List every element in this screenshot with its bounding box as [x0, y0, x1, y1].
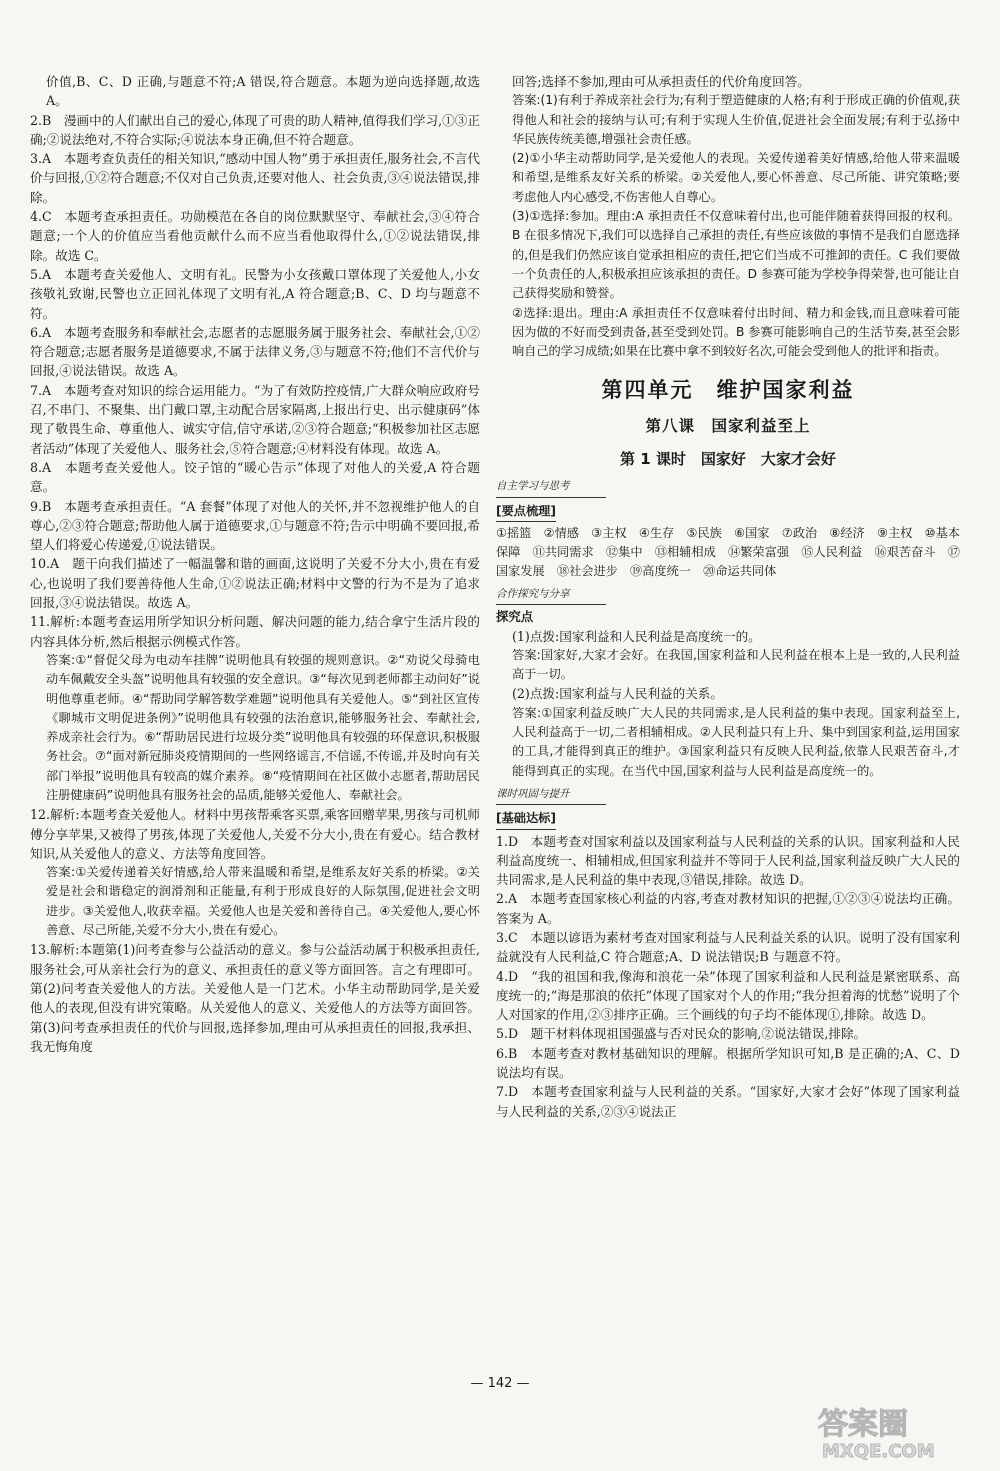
left-paragraph: 4.C 本题考查承担责任。功勋模范在各自的岗位默默坚守、奉献社会,③④符合题意;一个人的价值应当看他贡献什么而不应当看他取得什么,①②说法错误,排除。故选 C。	[30, 209, 480, 263]
right-paragraph: ②选择:退出。理由:A 承担责任不仅意味着付出时间、精力和金钱,而且意味着可能因为做的不好而受到责备,甚至受到处罚。B 参赛可能影响自己的生活节奏,甚至会影响自己的学习成绩;如果在比赛中拿不到较好名次,可能会受到他人的批评和指责。	[512, 305, 960, 359]
basic-paragraph: 1.D 本题考查对国家利益以及国家利益与人民利益的关系的认识。国家利益和人民利益高度统一、相辅相成,但国家利益并不等同于人民利益,国家利益反映广大人民的共同需求,是人民利益的集中表现,③错误,排除。故选 D。	[496, 833, 960, 888]
right-paragraph: 回答;选择不参加,理由可从承担责任的代价角度回答。	[512, 74, 810, 89]
basic-label: [基础达标]	[496, 809, 556, 829]
left-paragraph: 答案:①“督促父母为电动车挂牌”说明他具有较强的规则意识。②“劝说父母骑电动车佩戴安全头盔”说明他具有较强的安全意识。③“每次见到老师都主动问好”说明他尊重老师。④“帮助同学解答数学难题”说明他具有关爱他人。⑤“到社区宣传《聊城市文明促进条例》”说明他具有较强的法治意识,能够服务社会、奉献社会,养成亲社会行为。⑥“帮助居民进行垃圾分类”说明他具有较强的环保意识,积极服务社会。⑦“面对新冠肺炎疫情期间的一些网络谣言,不信谣,不传谣,并及时向有关部门举报”说明他具有较高的媒介素养。⑧“疫情期间在社区做小志愿者,帮助居民注册健康码”说明他具有服务社会的品质,能够关爱他人、奉献社会。	[46, 652, 480, 802]
left-paragraph: 价值,B、C、D 正确,与题意不符;A 错误,符合题意。本题为逆向选择题,故选 A。	[46, 74, 480, 109]
explore-label: 探究点	[496, 609, 534, 625]
right-paragraph: (2)①小华主动帮助同学,是关爱他人的表现。关爱传递着美好情感,给他人带来温暖和希望,是维系友好关系的桥梁。②关爱他人,要心怀善意、尽己所能、讲究策略;要考虑他人内心感受,不伤害他人自尊心。	[512, 151, 960, 204]
watermark-text: 答案圈	[818, 1407, 908, 1442]
left-paragraph: 7.A 本题考查对知识的综合运用能力。“为了有效防控疫情,广大群众响应政府号召,不串门、不聚集、出门戴口罩,主动配合居家隔离,上报出行史、出示健康码”体现了敬畏生命、尊重他人、诚实守信,信守承诺,②③符合题意;“积极参加社区志愿者活动”体现了关爱他人、服务社会,⑤符合题意;④材料没有体现。故选 A。	[30, 382, 480, 456]
explore-paragraph: 答案:国家好,大家才会好。在我国,国家利益和人民利益在根本上是一致的,人民利益高于一切。	[512, 647, 960, 682]
right-column	[496, 72, 960, 1121]
basic-paragraph: 2.A 本题考查国家核心利益的内容,考查对教材知识的把握,①②③④说法均正确。答案为 A。	[496, 891, 960, 926]
explore-list	[496, 627, 960, 781]
left-paragraph: 8.A 本题考查关爱他人。饺子馆的“暖心告示”体现了对他人的关爱,A 符合题意。	[30, 459, 480, 495]
left-paragraph: 6.A 本题考查服务和奉献社会,志愿者的志愿服务属于服务社会、奉献社会,①②符合题意;志愿者服务是道德要求,不属于法律义务,③与题意不符;他们不言代价与回报,④说法错误。故选 A。	[30, 324, 480, 379]
explore-paragraph: (1)点拨:国家利益和人民利益是高度统一的。	[512, 628, 761, 644]
watermark-logo	[800, 1400, 985, 1462]
left-paragraph: 11.解析:本题考查运用所学知识分析问题、解决问题的能力,结合拿宁生活片段的内容具体分析,然后根据示例模式作答。	[30, 614, 480, 649]
watermark-url: MXQE.COM	[822, 1441, 935, 1462]
left-paragraph: 5.A 本题考查关爱他人、文明有礼。民警为小女孩戴口罩体现了关爱他人,小女孩敬礼致谢,民警也立正回礼体现了文明有礼,A 符合题意;B、C、D 均与题意不符。	[30, 266, 480, 321]
left-paragraph: 10.A 题干向我们描述了一幅温馨和谐的画面,这说明了关爱不分大小,贵在有爱心,也说明了我们要善待他人生命,①②说法正确;材料中文警的行为不是为了追求回报,③④说法错误。故选 A。	[30, 556, 480, 611]
basic-paragraph: 4.D “我的祖国和我,像海和浪花一朵”体现了国家利益和人民利益是紧密联系、高度统一的;“海是那浪的依托”体现了国家对个人的作用;“我分担着海的忧愁”说明了个人对国家的作用,②③排序正确。三个画线的句子均不能体现①,排除。故选 D。	[496, 968, 960, 1023]
left-paragraph: 3.A 本题考查负责任的相关知识,“感动中国人物”勇于承担责任,服务社会,不言代价与回报,①②符合题意;不仅对自己负责,还要对他人、社会负责,③④说法错误,排除。	[30, 151, 480, 205]
basic-paragraph: 3.C 本题以谚语为素材考查对国家利益与人民利益关系的认识。说明了没有国家利益就没有人民利益,C 符合题意;A、D 说法错误;B 与题意不符。	[496, 929, 960, 965]
page-number: — 142 —	[470, 1376, 530, 1391]
right-paragraph: 答案:(1)有利于养成亲社会行为;有利于塑造健康的人格;有利于形成正确的价值观,获得他人和社会的接纳与认可;有利于实现人生价值,促进社会全面发展;有利于弘扬中华民族传统美德,增强社会责任感。	[512, 93, 960, 146]
period-title: 第 1 课时 国家好 大家才会好	[620, 450, 836, 469]
left-paragraph: 13.解析:本题第(1)问考查参与公益活动的意义。参与公益活动属于积极承担责任,服务社会,可从亲社会行为的意义、承担责任的意义等方面回答。言之有理即可。第(2)问考查关爱他人的方法。关爱他人是一门艺术。小华主动帮助同学,是关爱他人的表现,但没有讲究策略。从关爱他人的意义、关爱他人的方法等方面回答。第(3)问考查承担责任的代价与回报,选择参加,理由可从承担责任的回报,我承担、我无悔角度	[30, 942, 480, 1054]
right-answers	[496, 72, 960, 361]
lesson-title: 第八课 国家利益至上	[645, 416, 811, 435]
section-self-study: 自主学习与思考	[496, 477, 606, 497]
left-paragraph: 答案:①关爱传递着关好情感,给人带来温暖和希望,是维系友好关系的桥梁。②关爱是社会和谐稳定的润滑剂和正能量,有利于形成良好的人际氛围,促进社会文明进步。③关爱他人,收获幸福。关爱他人也是关爱和善待自己。④关爱他人,要心怀善意、尽己所能,关爱不分大小,贵在有爱心。	[46, 865, 480, 938]
key-points-label: [要点梳理]	[496, 502, 556, 522]
explore-paragraph: 答案:①国家利益反映广大人民的共同需求,是人民利益的集中表现。国家利益至上,人民利益高于一切,二者相辅相成。②人民利益只有上升、集中到国家利益,运用国家的工具,才能得到真正的维护。③国家利益只有反映人民利益,依靠人民艰苦奋斗,才能得到真正的实现。在当代中国,国家利益与人民利益是高度统一的。	[512, 705, 960, 778]
explore-paragraph: (2)点拨:国家利益与人民利益的关系。	[512, 686, 723, 702]
section-consolidate: 课时巩固与提升	[496, 785, 606, 805]
left-paragraph: 12.解析:本题考查关爱他人。材料中男孩帮乘客买票,乘客回赠苹果,男孩与司机师傅分享苹果,又被得了男孩,体现了关爱他人,关爱不分大小,贵在有爱心。结合教材知识,从关爱他人的意义、方法等角度回答。	[30, 807, 480, 861]
right-paragraph: (3)①选择:参加。理由:A 承担责任不仅意味着付出,也可能伴随着获得回报的权利。B 在很多情况下,我们可以选择自己承担的责任,有些应该做的事情不是我们自愿选择的,但是我们仍然应该自觉承担相应的责任,把它们当成不可推卸的责任。C 我们要做一个负责任的人,积极承担应该承担的责任。D 参赛可能为学校争得荣誉,也可能让自己获得奖励和赞誉。	[512, 209, 960, 301]
basic-paragraph: 5.D 题干材料体现祖国强盛与否对民众的影响,②说法错误,排除。	[496, 1026, 867, 1042]
section-coop: 合作探究与分享	[496, 585, 606, 605]
basic-list	[496, 832, 960, 1121]
left-paragraph: 2.B 漫画中的人们献出自己的爱心,体现了可贵的助人精神,值得我们学习,①③正确;②说法绝对,不符合实际;④说法本身正确,但不符合题意。	[30, 112, 480, 147]
left-paragraph: 9.B 本题考查承担责任。“A 套餐”体现了对他人的关怀,并不忽视维护他人的自尊心,②③符合题意;帮助他人属于道德要求,①与题意不符;告示中明确不要回报,希望人们将爱心传递爱,①说法错误。	[30, 498, 480, 553]
key-points-list: ①摇篮 ②情感 ③主权 ④生存 ⑤民族 ⑥国家 ⑦政治 ⑧经济 ⑨主权 ⑩基本保障 ⑪共同需求 ⑫集中 ⑬相辅相成 ⑭繁荣富强 ⑮人民利益 ⑯艰苦奋斗 ⑰国家发展 ⑱社会进步 ⑲高度统一 ⑳命运共同体	[496, 525, 960, 578]
basic-paragraph: 7.D 本题考查国家利益与人民利益的关系。“国家好,大家才会好”体现了国家利益与人民利益的关系,②③④说法正	[496, 1084, 960, 1119]
basic-paragraph: 6.B 本题考查对教材基础知识的理解。根据所学知识可知,B 是正确的;A、C、D 说法均有误。	[496, 1045, 960, 1081]
unit-title: 第四单元 维护国家利益	[601, 378, 855, 403]
left-column	[30, 72, 480, 1056]
